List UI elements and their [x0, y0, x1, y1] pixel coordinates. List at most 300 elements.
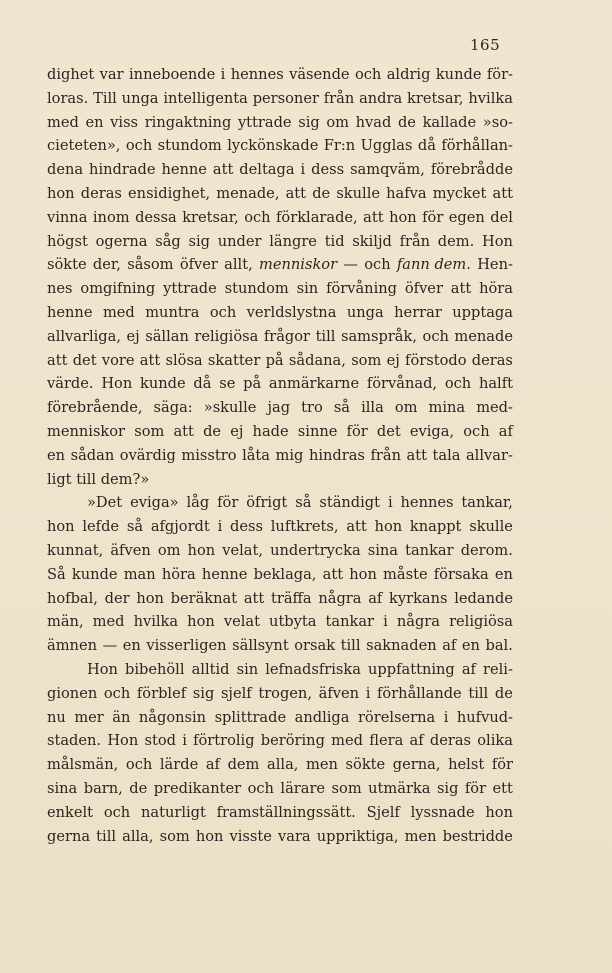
word: »skulle	[203, 399, 257, 417]
text-line	[47, 801, 513, 825]
word: visste	[229, 827, 272, 845]
word: bestridde	[442, 827, 513, 845]
word: med	[92, 613, 125, 631]
word: knappt	[409, 518, 462, 536]
word: afgjordt	[150, 518, 210, 536]
word: för-	[486, 66, 513, 83]
text-line	[47, 468, 513, 492]
word: Hen-	[477, 256, 513, 274]
word: hon	[187, 613, 215, 631]
word: lärde	[159, 756, 199, 774]
word: unga	[346, 303, 384, 321]
word: se	[219, 375, 236, 393]
word: rörelserna	[357, 708, 436, 726]
word: sig	[436, 779, 459, 797]
word: samspråk,	[340, 327, 417, 345]
word: mer	[74, 708, 104, 726]
word: män,	[47, 613, 84, 631]
word: att	[492, 184, 513, 202]
word: förhållande	[377, 684, 462, 702]
word: kunde	[435, 66, 482, 83]
word: naturligt	[140, 803, 206, 821]
word: hon	[136, 589, 164, 607]
word: hon	[47, 518, 75, 536]
word: hennes	[230, 66, 284, 83]
word: egen	[448, 208, 485, 226]
word: verldslystna	[246, 303, 337, 321]
word: med	[102, 303, 135, 321]
text-line	[47, 87, 513, 111]
word: öfver	[179, 256, 218, 274]
page-number: 165	[470, 36, 501, 54]
word: tankar	[405, 541, 454, 559]
word: luftkrets,	[270, 518, 339, 536]
word: att	[346, 518, 367, 536]
word: låg	[186, 494, 210, 512]
word: då	[193, 375, 212, 393]
word: kunnat,	[47, 541, 104, 559]
word: några	[318, 589, 362, 607]
word: hon	[47, 184, 75, 202]
word: skatter	[207, 351, 261, 369]
word: från	[323, 89, 355, 107]
word: Hon	[482, 232, 513, 250]
word: allt,	[224, 256, 253, 274]
text-line	[47, 515, 513, 539]
word: förblef	[136, 684, 187, 702]
word: från	[370, 446, 401, 464]
word: menade,	[216, 184, 280, 202]
italic-word: fann dem.	[396, 256, 471, 274]
word: slösa	[165, 351, 203, 369]
word: värde.	[47, 375, 94, 393]
word: sådan	[70, 446, 115, 464]
word: mycket	[432, 184, 487, 202]
word: och	[364, 256, 391, 274]
word: till	[315, 327, 336, 345]
word: stundom	[157, 137, 222, 155]
word: hvad	[355, 113, 392, 131]
word: stod	[144, 732, 176, 750]
word: af	[205, 756, 220, 774]
word: hindrade	[89, 161, 156, 179]
word: hvilka	[468, 89, 513, 107]
word: höra	[479, 280, 513, 298]
word: helst	[448, 756, 485, 774]
word: att	[363, 208, 384, 226]
word: Hon	[101, 375, 133, 393]
text-line	[47, 825, 513, 849]
word: ämnen	[47, 637, 97, 655]
word: en	[494, 565, 513, 583]
word: Till	[93, 89, 117, 107]
word: för	[422, 208, 444, 226]
word: yttrade	[163, 280, 217, 298]
word: utbyta	[269, 613, 317, 631]
word: som	[351, 351, 382, 369]
word: sig	[192, 684, 215, 702]
word: derom.	[460, 541, 513, 559]
text-line	[47, 182, 513, 206]
word: Hon	[107, 732, 139, 750]
word: de	[312, 184, 331, 202]
word: en	[122, 637, 141, 655]
word: Hon	[87, 660, 118, 678]
word: kunde	[140, 375, 186, 393]
word: henne	[161, 161, 207, 179]
word: hafva	[386, 184, 427, 202]
word: stundom	[224, 280, 289, 298]
word: jag	[267, 399, 291, 417]
word: ständigt	[319, 494, 381, 512]
word: mig	[275, 446, 304, 464]
word: och	[125, 756, 153, 774]
word: deras	[471, 351, 513, 369]
word: en	[85, 113, 104, 131]
word: sin	[296, 280, 319, 298]
text-line	[47, 325, 513, 349]
word: att	[243, 589, 265, 607]
word: tid	[324, 232, 345, 250]
word: intelligenta	[163, 89, 248, 107]
word: vore	[101, 351, 135, 369]
word: hon	[389, 208, 417, 226]
word: sinne	[297, 422, 338, 440]
word: lefde	[82, 518, 120, 536]
word: allvarliga,	[47, 327, 121, 345]
word: tankar	[325, 613, 375, 631]
word: yttrade	[237, 113, 292, 131]
word: loras.	[47, 89, 89, 107]
word: för	[491, 756, 513, 774]
word: Sjelf	[366, 803, 400, 821]
word: förhållan-	[441, 137, 513, 155]
word: för	[217, 494, 239, 512]
word: längre	[269, 232, 317, 250]
word: enkelt	[47, 803, 94, 821]
word: som	[159, 827, 190, 845]
word: »so-	[482, 113, 513, 131]
word: barn,	[83, 779, 123, 797]
word: gionen	[47, 684, 98, 702]
text-line	[47, 396, 513, 420]
word: att	[139, 351, 161, 369]
word: menniskor	[47, 422, 126, 440]
text-line	[47, 706, 513, 730]
word: det	[72, 351, 97, 369]
text-line	[47, 753, 513, 777]
word: skiljd	[352, 232, 392, 250]
text-line	[47, 372, 513, 396]
word: personer	[252, 89, 319, 107]
word: hennes	[400, 494, 454, 512]
word: skulle	[336, 184, 381, 202]
word: i	[383, 613, 388, 631]
word: såg	[155, 232, 181, 250]
word: så	[126, 518, 144, 536]
word: uppfattning	[368, 660, 455, 678]
word: deras	[80, 184, 122, 202]
word: och	[463, 422, 490, 440]
word: kunde	[71, 565, 118, 583]
text-line	[47, 134, 513, 158]
word: sina	[47, 779, 78, 797]
word: de	[129, 779, 148, 797]
word: henne	[47, 303, 93, 321]
word: och	[103, 684, 131, 702]
word: om	[326, 113, 349, 131]
text-line	[47, 563, 513, 587]
word: säga:	[153, 399, 193, 417]
word: henne	[201, 565, 248, 583]
word: religiösa	[194, 327, 259, 345]
word: och	[103, 803, 131, 821]
word: tro	[301, 399, 323, 417]
word: med-	[476, 399, 513, 417]
word: Fr:n	[323, 137, 356, 155]
italic-word: menniskor	[259, 256, 338, 274]
word: visserligen	[146, 637, 227, 655]
word: inneboende	[129, 66, 216, 83]
word: viss	[110, 113, 139, 131]
word: deras	[429, 732, 472, 750]
word: från	[399, 232, 431, 250]
word: gerna	[47, 827, 91, 845]
word: på	[243, 375, 262, 393]
word: splittrade	[214, 708, 287, 726]
word: förebrådde	[430, 161, 513, 179]
word: måste	[383, 565, 428, 583]
word: i	[365, 684, 371, 702]
text-line	[47, 658, 513, 682]
word: Så	[47, 565, 66, 583]
text-line	[47, 253, 513, 277]
word: bibehöll	[125, 660, 185, 678]
word: låta	[242, 446, 270, 464]
word: än	[112, 708, 131, 726]
text-line	[47, 444, 513, 468]
word: kretsar,	[407, 89, 464, 107]
word: beröring	[260, 732, 325, 750]
word: eviga,	[409, 422, 455, 440]
word: »Det	[87, 494, 123, 512]
word: ringaktning	[144, 113, 232, 131]
word: så	[333, 399, 351, 417]
word: misstro	[181, 446, 237, 464]
word: äfven	[318, 684, 360, 702]
word: träffa	[271, 589, 312, 607]
word: saknaden	[366, 637, 437, 655]
word: kretsar,	[182, 208, 239, 226]
text-line	[47, 539, 513, 563]
word: trogen,	[258, 684, 312, 702]
word: och	[125, 137, 153, 155]
word: flera	[369, 732, 404, 750]
word: sökte	[345, 756, 386, 774]
word: hon	[349, 565, 377, 583]
word: målsmän,	[47, 756, 119, 774]
word: tankar,	[461, 494, 513, 512]
word: sina	[367, 541, 399, 559]
text-line	[47, 111, 513, 135]
text-line	[47, 729, 513, 753]
word: förvånad,	[366, 375, 438, 393]
word: af	[498, 422, 513, 440]
text-line	[47, 682, 513, 706]
word: dighet	[47, 66, 95, 83]
text-line	[47, 777, 513, 801]
word: bal.	[485, 637, 513, 655]
word: —	[343, 256, 358, 274]
word: hon	[485, 803, 513, 821]
word: velat	[223, 613, 260, 631]
word: i	[182, 732, 187, 750]
word: aldrig	[386, 66, 431, 83]
body-text	[47, 63, 513, 848]
word: vinna	[47, 208, 88, 226]
word: af	[409, 732, 424, 750]
word: äfven	[110, 541, 151, 559]
word: sällan	[145, 327, 189, 345]
word: lyckönskade	[227, 137, 319, 155]
word: under	[217, 232, 262, 250]
word: för	[346, 422, 368, 440]
word: sin	[236, 660, 259, 678]
word: cieteten»,	[47, 137, 121, 155]
word: muntra	[145, 303, 200, 321]
word: andliga	[294, 708, 350, 726]
word: orsak	[294, 637, 336, 655]
word: unga	[121, 89, 159, 107]
word: hufvud-	[456, 708, 513, 726]
text-line	[47, 230, 513, 254]
word: det	[376, 422, 401, 440]
word: sig	[188, 232, 210, 250]
word: halft	[478, 375, 513, 393]
word: lyssnade	[410, 803, 475, 821]
word: framställningssätt.	[216, 803, 356, 821]
word: i	[387, 494, 393, 512]
word: som	[331, 779, 362, 797]
word: hon	[195, 827, 224, 845]
word: med	[47, 113, 79, 131]
word: hvilka	[133, 613, 179, 631]
word: beräknat	[170, 589, 238, 607]
word: förklarade,	[276, 208, 358, 226]
word: och	[209, 303, 237, 321]
word: försaka	[433, 565, 489, 583]
word: alla,	[267, 756, 299, 774]
word: då	[417, 137, 436, 155]
word: gerna,	[392, 756, 441, 774]
text-line	[47, 634, 513, 658]
word: beklaga,	[253, 565, 317, 583]
word: att	[322, 565, 344, 583]
text-line	[47, 420, 513, 444]
word: höra	[161, 565, 196, 583]
word: alltid	[191, 660, 230, 678]
word: dem?»	[100, 470, 150, 488]
text-line	[47, 63, 513, 87]
word: någonsin	[138, 708, 207, 726]
word: i	[220, 66, 226, 83]
word: frågor	[263, 327, 311, 345]
word: att	[173, 422, 194, 440]
word: ett	[492, 779, 513, 797]
word: med	[331, 732, 363, 750]
word: inom	[92, 208, 130, 226]
word: —	[102, 637, 118, 655]
word: samqväm,	[350, 161, 425, 179]
word: af	[368, 589, 383, 607]
word: tala	[432, 446, 461, 464]
text-line	[47, 349, 513, 373]
word: hon	[187, 541, 216, 559]
word: olika	[477, 732, 513, 750]
word: del	[490, 208, 513, 226]
word: att	[212, 161, 234, 179]
word: lefnadsfriska	[265, 660, 361, 678]
word: såsom	[127, 256, 174, 274]
word: hindras	[308, 446, 365, 464]
word: mina	[428, 399, 466, 417]
word: omgifning	[80, 280, 156, 298]
word: om	[394, 399, 418, 417]
word: anmärkarne	[268, 375, 360, 393]
word: på	[265, 351, 284, 369]
word: öfrigt	[246, 494, 288, 512]
word: i	[443, 708, 449, 726]
word: och	[422, 327, 449, 345]
word: att	[450, 280, 472, 298]
word: dem	[227, 756, 260, 774]
word: Ugglas	[360, 137, 413, 155]
word: sig	[298, 113, 320, 131]
word: väsende	[289, 66, 350, 83]
word: dessa	[135, 208, 177, 226]
word: att	[285, 184, 307, 202]
word: om	[157, 541, 181, 559]
word: predikanter	[153, 779, 242, 797]
word: nes	[47, 280, 73, 298]
word: af	[442, 637, 457, 655]
text-line	[47, 301, 513, 325]
word: skulle	[469, 518, 513, 536]
word: de	[494, 684, 513, 702]
word: man	[123, 565, 156, 583]
word: der	[104, 589, 130, 607]
word: hon	[374, 518, 403, 536]
word: eviga»	[130, 494, 179, 512]
word: så	[295, 494, 312, 512]
word: dena	[47, 161, 84, 179]
word: och	[244, 208, 271, 226]
word: och	[354, 66, 382, 83]
text-line	[47, 206, 513, 230]
word: kyrkans	[389, 589, 448, 607]
word: ej	[230, 422, 244, 440]
word: förebrående,	[47, 399, 143, 417]
word: uppriktiga,	[316, 827, 399, 845]
word: till	[340, 637, 361, 655]
word: dess	[311, 161, 345, 179]
word: öfver	[404, 280, 443, 298]
word: till	[96, 827, 117, 845]
word: en	[461, 637, 480, 655]
word: menade	[454, 327, 513, 345]
word: der,	[92, 256, 121, 274]
word: illa	[361, 399, 384, 417]
